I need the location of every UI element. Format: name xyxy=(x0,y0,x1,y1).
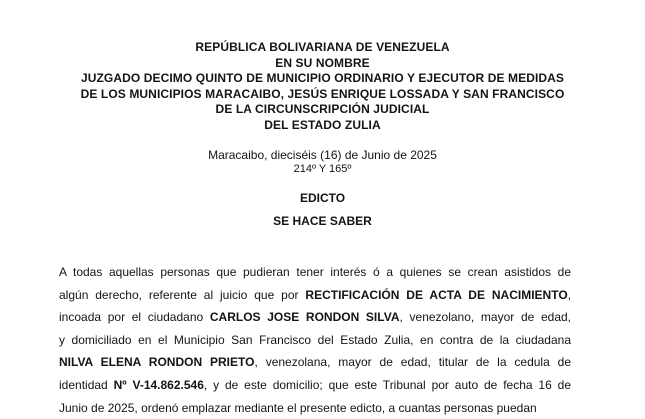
body-line-3 xyxy=(59,306,571,329)
plaintiff-name: CARLOS JOSE RONDON SILVA xyxy=(209,310,400,325)
header-line-municipalities: DE LOS MUNICIPIOS MARACAIBO, JESÚS ENRIQUE LOSSADA Y SAN FRANCISCO xyxy=(80,86,565,101)
body-text: incoada por el ciudadano xyxy=(59,310,210,325)
body-text: identidad xyxy=(59,377,114,392)
body-line-7: Junio de 2025, ordenó emplazar mediante el presente edicto, a cuantas personas puedan xyxy=(59,400,537,415)
case-type: RECTIFICACIÓN DE ACTA DE NACIMIENTO xyxy=(305,287,568,302)
id-number: Nº V-14.862.546 xyxy=(113,377,204,392)
header-line-circumscription: DE LA CIRCUNSCRIPCIÓN JUDICIAL xyxy=(215,102,430,116)
years-line: 214º Y 165º xyxy=(293,163,352,175)
date-line: Maracaibo, dieciséis (16) de Junio de 2025 xyxy=(208,148,437,162)
body-line-2 xyxy=(59,284,571,307)
body-text: , y de este domicilio; que este Tribunal por auto de fecha 16 de xyxy=(203,377,571,392)
defendant-name: NILVA ELENA RONDON PRIETO xyxy=(59,355,255,370)
header-line-republic: REPÚBLICA BOLIVARIANA DE VENEZUELA xyxy=(195,40,450,54)
body-text: , venezolano, mayor de edad, xyxy=(399,310,571,325)
header-line-court-name: JUZGADO DECIMO QUINTO DE MUNICIPIO ORDINARIO Y EJECUTOR DE MEDIDAS xyxy=(80,71,565,85)
edict-body xyxy=(59,261,571,419)
edicto-title: EDICTO xyxy=(299,191,346,205)
header-line-state: DEL ESTADO ZULIA xyxy=(264,117,381,132)
header-line-en-su-nombre: EN SU NOMBRE xyxy=(275,55,370,70)
body-line-1: A todas aquellas personas que pudieran tener interés ó a quienes se crean asistidos de xyxy=(59,265,571,279)
body-text: , venezolana, mayor de edad, titular de la cedula de xyxy=(254,355,571,370)
body-line-6 xyxy=(59,374,571,397)
date-block xyxy=(40,148,605,176)
body-line-4: y domiciliado en el Municipio San Francisco del Estado Zulia, en contra de la ciudadana xyxy=(59,332,571,347)
body-text: , xyxy=(567,287,571,302)
court-header xyxy=(40,40,605,133)
body-text: algún derecho, referente al juicio que por xyxy=(59,287,306,302)
se-hace-saber-title: SE HACE SABER xyxy=(273,214,372,228)
body-line-5 xyxy=(59,351,571,374)
